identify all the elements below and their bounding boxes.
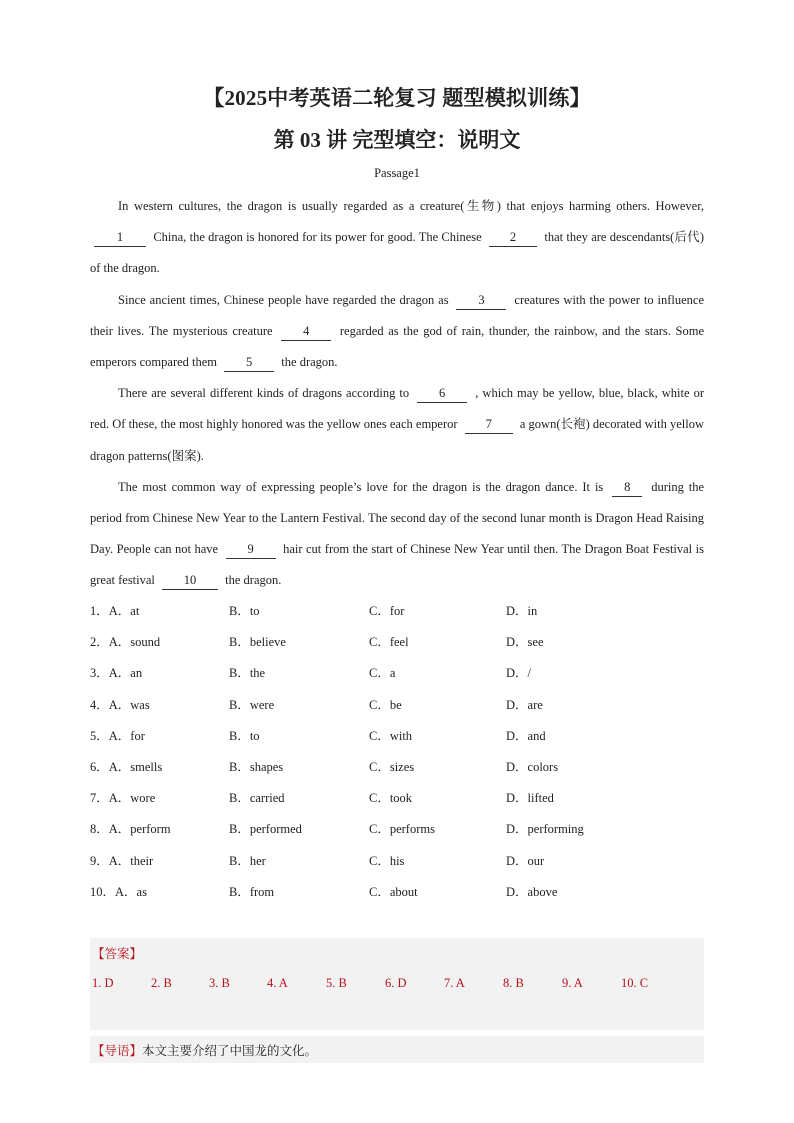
option-a: 4．A．was: [90, 697, 150, 712]
option-d: D．/: [506, 666, 532, 681]
blank-7: 7: [465, 415, 513, 434]
option-c: C．performs: [369, 822, 435, 837]
blank-6: 6: [417, 384, 467, 403]
paragraph-3: [90, 378, 704, 472]
option-d: D．lifted: [506, 791, 554, 806]
option-a: 1．A．at: [90, 604, 140, 618]
guide-text: 本文主要介绍了中国龙的文化。: [142, 1044, 318, 1058]
paragraph-1: [90, 191, 704, 285]
option-row: [90, 877, 704, 908]
answer-item: 4. A: [267, 976, 288, 990]
option-c: C．feel: [369, 635, 409, 650]
option-d: D．our: [506, 853, 545, 868]
text-run: In western cultures, the dragon is usually regarded as a creature(生物) that enjoys harming others. However,: [118, 199, 704, 213]
answer-item: 6. D: [385, 976, 407, 990]
option-d: D．performing: [506, 822, 584, 837]
option-row: [90, 814, 704, 845]
text-run: that they are descendants(后代) of the dragon.: [90, 230, 705, 276]
option-a: 2．A．sound: [90, 635, 161, 650]
text-run: There are several different kinds of dragons according to: [118, 386, 410, 401]
option-b: B．from: [229, 884, 275, 899]
option-b: B．carried: [229, 791, 285, 806]
option-c: C．be: [369, 697, 402, 712]
guide-line: [92, 1041, 317, 1059]
answer-item: 1. D: [92, 976, 114, 990]
option-c: C．about: [369, 884, 418, 899]
option-row: [90, 783, 704, 814]
text-run: China, the dragon is honored for its power for good. The Chinese: [153, 230, 482, 245]
option-row: [90, 658, 704, 689]
option-c: C．with: [369, 728, 413, 743]
option-row: [90, 721, 704, 752]
option-row: [90, 690, 704, 721]
option-c: C．for: [369, 604, 405, 618]
option-a: 8．A．perform: [90, 822, 171, 837]
text-run: , which may be yellow, blue, black, white or red. Of these, the most highly honored was the yellow ones each emperor: [90, 386, 705, 432]
options-list: [90, 596, 704, 908]
guide-tag: 【导语】: [92, 1044, 143, 1058]
option-a: 10．A．as: [90, 884, 147, 899]
option-d: D．see: [506, 635, 544, 650]
blank-10: 10: [162, 571, 218, 590]
answer-item: 9. A: [562, 976, 583, 990]
text-run: regarded as the god of rain, thunder, the rainbow, and the stars. Some emperors compared them: [90, 323, 705, 370]
text-run: a gown(长袍) decorated with yellow dragon patterns(图案).: [90, 417, 704, 463]
option-row: [90, 596, 704, 627]
option-b: B．shapes: [229, 759, 284, 774]
option-b: B．to: [229, 604, 260, 618]
blank-9: 9: [226, 540, 276, 559]
blank-5: 5: [224, 353, 274, 372]
answer-box: [90, 938, 704, 1030]
option-d: D．colors: [506, 759, 559, 774]
text-run: the dragon.: [281, 355, 338, 370]
page-subtitle: 第 03 讲 完型填空：说明文: [273, 128, 521, 152]
option-row: [90, 846, 704, 877]
text-run: hair cut from the start of Chinese New Year until then. The Dragon Boat Festival is great festival: [90, 542, 704, 588]
blank-8: 8: [612, 478, 642, 497]
option-row: [90, 627, 704, 658]
option-d: D．in: [506, 604, 538, 618]
passage-label: Passage1: [374, 166, 420, 180]
text-run: the dragon.: [225, 573, 282, 588]
text-run: during the period from Chinese New Year to the Lantern Festival. The second day of the second lunar month is Dragon Head Raising Day. People can not have: [90, 479, 705, 557]
option-b: B．performed: [229, 822, 302, 837]
answer-item: 5. B: [326, 976, 347, 990]
answer-item: 10. C: [621, 976, 649, 990]
guide-box: [90, 1036, 704, 1063]
option-a: 5．A．for: [90, 728, 145, 743]
paragraph-4: [90, 472, 704, 597]
answer-item: 8. B: [503, 976, 524, 990]
option-c: C．sizes: [369, 759, 415, 774]
text-run: The most common way of expressing people’s love for the dragon is the dragon dance. It is: [118, 479, 604, 494]
paragraph-2: [90, 285, 704, 379]
text-run: creatures with the power to influence their lives. The mysterious creature: [90, 292, 705, 338]
option-b: B．believe: [229, 635, 286, 650]
option-b: B．her: [229, 853, 266, 868]
blank-3: 3: [456, 291, 506, 310]
option-d: D．are: [506, 697, 543, 712]
answer-title: 【答案】: [92, 947, 143, 961]
blank-2: 2: [489, 228, 537, 247]
option-b: B．the: [229, 666, 266, 681]
option-a: 7．A．wore: [90, 791, 156, 806]
option-b: B．were: [229, 697, 275, 712]
option-a: 3．A．an: [90, 666, 143, 681]
option-c: C．a: [369, 666, 396, 681]
text-run: Since ancient times, Chinese people have regarded the dragon as: [118, 292, 449, 307]
passage-body: [90, 191, 704, 597]
option-c: C．his: [369, 853, 405, 868]
option-d: D．above: [506, 884, 558, 899]
option-d: D．and: [506, 728, 546, 743]
option-c: C．took: [369, 791, 413, 806]
answer-item: 7. A: [444, 976, 465, 990]
page-title: 【2025中考英语二轮复习 题型模拟训练】: [203, 86, 591, 110]
option-a: 6．A．smells: [90, 759, 163, 774]
option-b: B．to: [229, 728, 260, 743]
answer-item: 2. B: [151, 976, 172, 990]
answer-item: 3. B: [209, 976, 230, 990]
blank-1: 1: [94, 228, 146, 247]
blank-4: 4: [281, 322, 331, 341]
option-a: 9．A．their: [90, 853, 154, 868]
option-row: [90, 752, 704, 783]
